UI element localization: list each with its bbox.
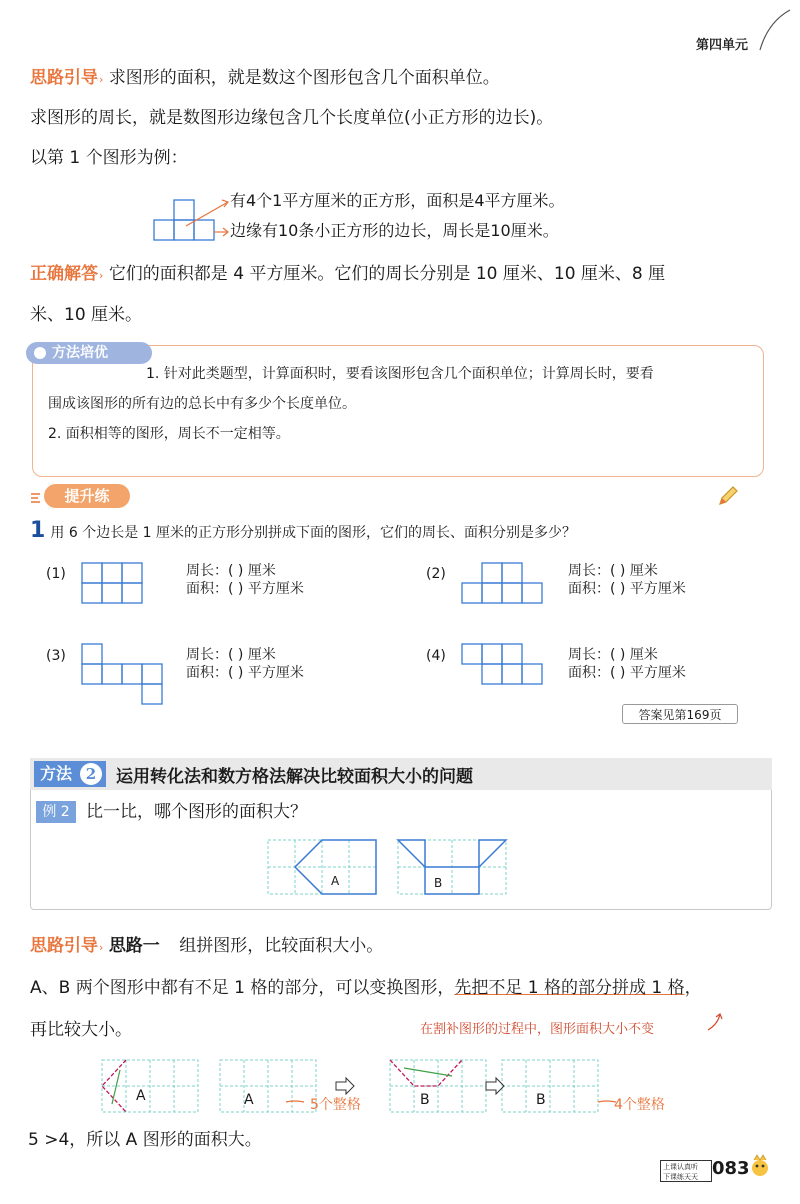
item-4-figure [460,642,550,692]
method-2-label: 方法 [34,761,106,787]
bulb-icon [34,347,46,359]
hint-text-1: 求图形的面积，就是数这个图形包含几个面积单位。 [108,68,500,88]
method-tip-line-3: 2. 面积相等的图形，周长不一定相等。 [48,426,290,442]
method-tip-line-2: 围成该图形的所有边的总长中有多少个长度单位。 [48,396,356,412]
pencil-icon [716,484,740,508]
page-number: 083 [712,1158,750,1179]
item-1-area[interactable]: 面积：( ) 平方厘米 [186,581,304,597]
b-before-label: B [420,1092,430,1108]
question-number: 1 [30,518,46,543]
tag-arrow-icon: › [99,73,104,86]
hint2-label: 思路引导 [30,936,98,956]
method-2-number: 2 [80,763,102,785]
item-3-figure [80,642,170,712]
answer-line-2: 米、10 厘米。 [30,305,143,325]
conclusion: 5 >4，所以 A 图形的面积大。 [28,1130,262,1150]
arrow-right-icon [336,1078,354,1094]
b-result: 4个整格 [614,1097,665,1113]
hint-line-1 [30,66,500,92]
callout-text-1: 有4个1平方厘米的正方形，面积是4平方厘米。 [230,191,565,210]
footer-slogan [660,1160,712,1182]
hint2-text-c: ， [684,978,702,998]
compare-figures [268,838,528,898]
item-4-area[interactable]: 面积：( ) 平方厘米 [568,665,686,681]
item-2-area[interactable]: 面积：( ) 平方厘米 [568,581,686,597]
method-tip-label: 方法培优 [52,345,108,361]
hint2-sub-text: 组拼图形，比较面积大小。 [179,936,384,956]
hint-line-2: 求图形的周长，就是数图形边缘包含几个长度单位(小正方形的边长)。 [30,108,554,128]
item-1-perimeter[interactable]: 周长：( ) 厘米 [186,563,276,579]
tag-arrow-icon: › [99,941,104,954]
method-tip-tag [26,342,152,364]
shape-a-label: A [331,874,340,888]
hint2-text-a: A、B 两个图形中都有不足 1 格的部分，可以变换图形， [30,978,455,998]
example-2-tag: 例 2 [36,801,76,823]
hint2-line-head [30,934,383,960]
item-2-label: (2) [426,566,446,582]
b-after-label: B [536,1092,546,1108]
hint2-note: 在割补图形的过程中，图形面积大小不变 [420,1022,655,1037]
item-3-perimeter[interactable]: 周长：( ) 厘米 [186,647,276,663]
item-2-figure [460,561,550,611]
practice-question [30,518,576,543]
answer-line-1 [30,262,665,288]
item-3-label: (3) [46,648,66,664]
item-2-perimeter[interactable]: 周长：( ) 厘米 [568,563,658,579]
slogan-line-2: 下课练天天 [663,1173,698,1181]
method-2-title: 运用转化法和数方格法解决比较面积大小的问题 [116,767,473,787]
hint2-text-underlined: 先把不足 1 格的部分拼成 1 格 [454,978,685,998]
item-4-label: (4) [426,648,446,664]
item-1-label: (1) [46,566,66,582]
tag-arrow-icon: › [99,269,104,282]
practice-tag: 提升练 [44,484,130,508]
unit-label: 第四单元 [695,38,748,53]
example-2-question: 比一比，哪个图形的面积大？ [86,802,307,822]
transform-diagram [90,1056,790,1126]
item-1-figure [80,561,150,611]
callout-text-2: 边缘有10条小正方形的边长，周长是10厘米。 [230,221,559,240]
arrow-right-icon [486,1078,504,1094]
mascot-icon [748,1154,772,1180]
hint2-line-1 [30,976,702,1000]
practice-deco-icon [30,490,44,504]
item-4-perimeter[interactable]: 周长：( ) 厘米 [568,647,658,663]
example-grid-figure [150,192,230,252]
a-after-label: A [244,1092,254,1108]
a-before-label: A [136,1088,146,1104]
hint2-sub: 思路一 [108,936,160,956]
corner-decoration [0,0,800,60]
item-3-area[interactable]: 面积：( ) 平方厘米 [186,665,304,681]
hint-line-3: 以第 1 个图形为例： [30,148,188,168]
hint-label: 思路引导 [30,68,98,88]
answer-reference[interactable]: 答案见第169页 [622,704,738,724]
hint2-line-2: 再比较大小。 [30,1020,132,1040]
method-tip-line-1: 1. 针对此类题型，计算面积时，要看该图形包含几个面积单位；计算周长时，要看 [146,366,654,382]
slogan-line-1: 上课认真听 [663,1163,698,1171]
answer-text-1: 它们的面积都是 4 平方厘米。它们的周长分别是 10 厘米、10 厘米、8 厘 [108,264,666,284]
answer-label: 正确解答 [30,264,98,284]
note-arrow-icon [706,1012,726,1032]
question-text: 用 6 个边长是 1 厘米的正方形分别拼成下面的图形，它们的周长、面积分别是多少？ [50,525,577,541]
callout-arrow-icon [186,202,228,226]
a-result: 5个整格 [310,1097,361,1113]
shape-b-label: B [434,876,443,890]
